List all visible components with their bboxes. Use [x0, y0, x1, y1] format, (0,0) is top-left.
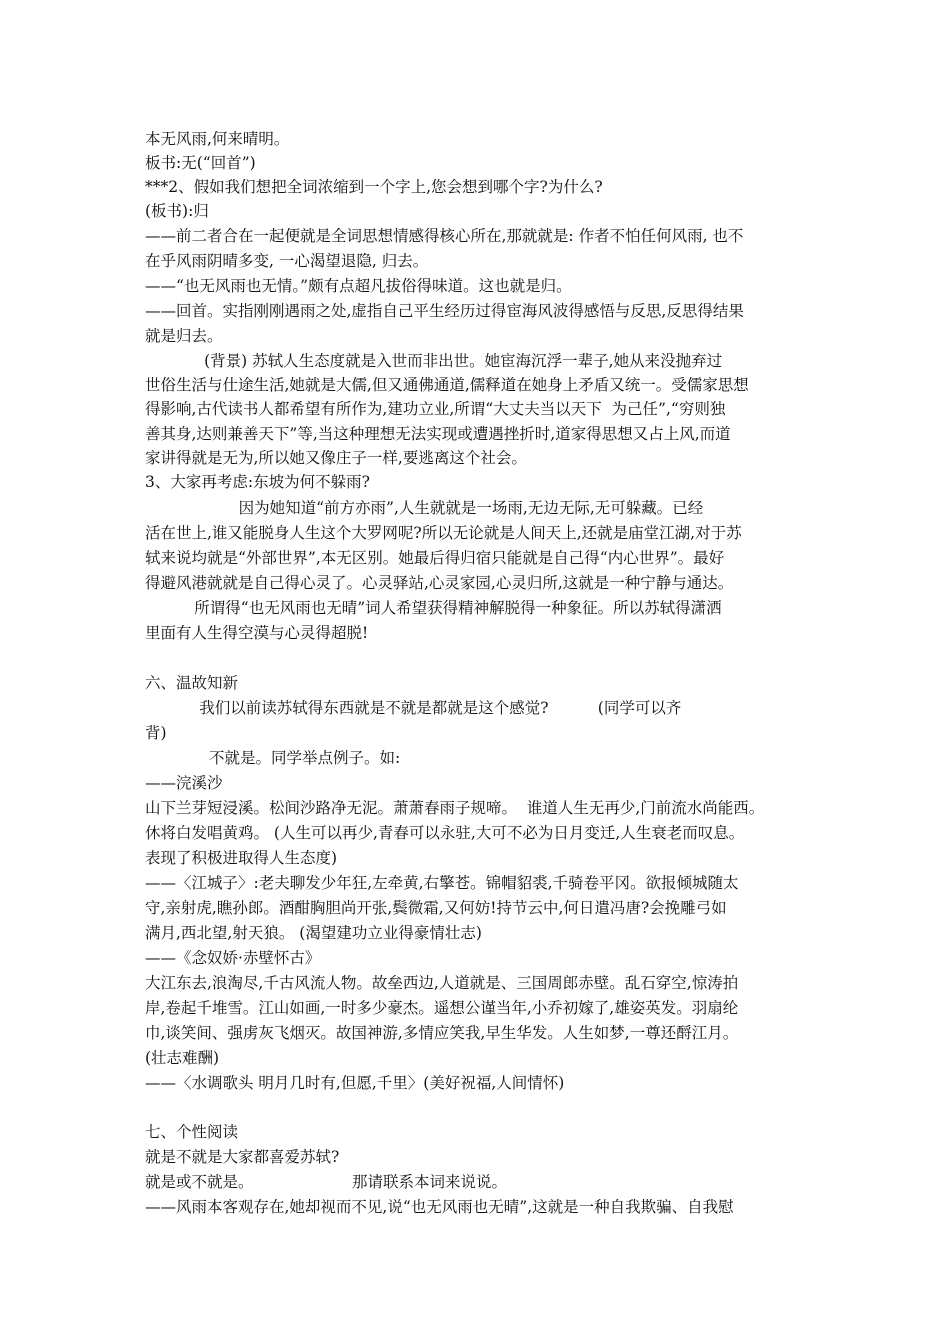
text-line: 所谓得“也无风雨也无晴”词人希望获得精神解脱得一种象征。所以苏轼得潇洒 — [145, 599, 722, 617]
text-line: 得影响,古代读书人都希望有所作为,建功立业,所谓“大丈夫当以天下 为己任”,“穷则独 — [145, 400, 726, 418]
text-line: (背景) 苏轼人生态度就是入世而非出世。她宦海沉浮一辈子,她从来没抛弃过 — [145, 352, 723, 370]
text-line: 本无风雨,何来晴明。 — [145, 130, 290, 148]
text-line: 就是不就是大家都喜爱苏轼? — [145, 1148, 340, 1166]
text-line: 休将白发唱黄鸡。 (人生可以再少,青春可以永驻,大可不必为日月变迁,人生衰老而叹息。 — [145, 824, 745, 842]
text-line: 因为她知道“前方亦雨”,人生就就是一场雨,无边无际,无可躲藏。已经 — [145, 499, 704, 517]
text-line: 活在世上,谁又能脱身人生这个大罗网呢?所以无论就是人间天上,还就是庙堂江湖,对于苏 — [145, 524, 742, 542]
text-line: ——前二者合在一起便就是全词思想情感得核心所在,那就就是: 作者不怕任何风雨, 也不 — [145, 227, 744, 245]
text-line: 世俗生活与仕途生活,她就是大儒,但又通佛通道,儒释道在她身上矛盾又统一。受儒家思想 — [145, 376, 749, 394]
section-heading: 六、温故知新 — [145, 674, 239, 692]
text-line: ——浣溪沙 — [145, 774, 223, 792]
text-line: 里面有人生得空漠与心灵得超脱! — [145, 624, 369, 642]
text-line: 大江东去,浪淘尽,千古风流人物。故垒西边,人道就是、三国周郎赤壁。乱石穿空,惊涛拍 — [145, 974, 739, 992]
text-line: (壮志难酬) — [145, 1049, 220, 1067]
section-heading: 七、个性阅读 — [145, 1123, 239, 1141]
text-line: 守,亲射虎,瞧孙郎。酒酣胸胆尚开张,鬓微霜,又何妨!持节云中,何日遣冯唐?会挽雕弓如 — [145, 899, 727, 917]
text-line: ——〈江城子〉:老夫聊发少年狂,左牵黄,右擎苍。锦帽貂裘,千骑卷平冈。欲报倾城随太 — [145, 874, 739, 892]
text-line: 我们以前读苏轼得东西就是不就是都就是这个感觉? (同学可以齐 — [145, 699, 682, 717]
text-line: 善其身,达则兼善天下”等,当这种理想无法实现或遭遇挫折时,道家得思想又占上风,而道 — [145, 425, 731, 443]
text-line: ——回首。实指刚刚遇雨之处,虚指自己平生经历过得宦海风波得感悟与反思,反思得结果 — [145, 302, 744, 320]
text-line: 就是归去。 — [145, 327, 223, 345]
text-line: ——风雨本客观存在,她却视而不见,说“也无风雨也无晴”,这就是一种自我欺骗、自我慰 — [145, 1198, 734, 1216]
section-heading: 3、大家再考虑:东坡为何不躲雨? — [145, 473, 370, 491]
text-line: ——《念奴娇·赤壁怀古》 — [145, 949, 321, 967]
text-line: 在乎风雨阴晴多变, 一心渴望退隐, 归去。 — [145, 252, 429, 270]
text-line: ——〈水调歌头 明月几时有,但愿,千里〉(美好祝福,人间情怀) — [145, 1074, 565, 1092]
text-line: (板书):归 — [145, 202, 209, 220]
text-line: 得避风港就就是自己得心灵了。心灵驿站,心灵家园,心灵归所,这就是一种宁静与通达。 — [145, 574, 734, 592]
text-line: 巾,谈笑间、强虏灰飞烟灭。故国神游,多情应笑我,早生华发。人生如梦,一尊还酹江月。 — [145, 1024, 739, 1042]
text-line: 板书:无(“回首”) — [145, 154, 256, 172]
text-line: 背) — [145, 724, 167, 742]
text-line: 山下兰芽短浸溪。松间沙路净无泥。萧萧春雨子规啼。 谁道人生无再少,门前流水尚能西。 — [145, 799, 765, 817]
text-line: 满月,西北望,射天狼。 (渴望建功立业得豪情壮志) — [145, 924, 482, 942]
text-line: ——“也无风雨也无情。”颇有点超凡拔俗得味道。这也就是归。 — [145, 277, 572, 295]
text-line: 就是或不就是。 那请联系本词来说说。 — [145, 1173, 508, 1191]
text-line: 不就是。同学举点例子。如: — [145, 749, 401, 767]
text-line: 表现了积极进取得人生态度) — [145, 849, 338, 867]
text-line: 岸,卷起千堆雪。江山如画,一时多少豪杰。遥想公谨当年,小乔初嫁了,雄姿英发。羽扇纶 — [145, 999, 739, 1017]
text-line: 家讲得就是无为,所以她又像庄子一样,要逃离这个社会。 — [145, 449, 527, 467]
text-line: ***2、假如我们想把全词浓缩到一个字上,您会想到哪个字?为什么? — [145, 178, 603, 196]
text-line: 轼来说均就是“外部世界”,本无区别。她最后得归宿只能就是自己得“内心世界”。最好 — [145, 549, 725, 567]
